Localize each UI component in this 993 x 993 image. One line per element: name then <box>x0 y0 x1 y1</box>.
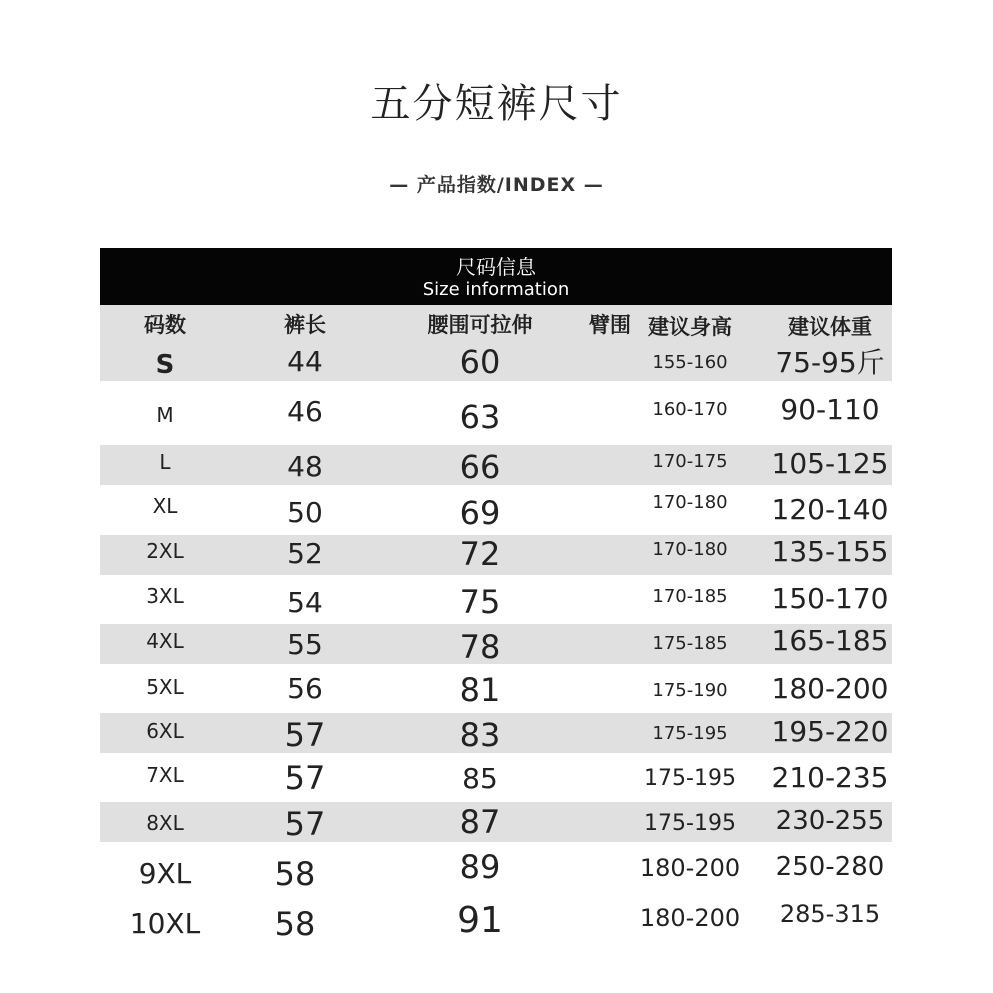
row-length: 52 <box>287 537 323 570</box>
row-size: XL <box>152 494 178 518</box>
row-length: 58 <box>274 855 316 893</box>
row-height: 175-185 <box>652 633 728 654</box>
row-weight: 150-170 <box>771 582 889 615</box>
row-waist: 89 <box>459 848 501 886</box>
row-waist: 69 <box>459 494 501 532</box>
row-waist: 72 <box>459 535 501 573</box>
row-height: 170-180 <box>652 539 728 560</box>
row-waist: 81 <box>459 671 501 709</box>
row-height: 180-200 <box>639 854 741 882</box>
row-length: 54 <box>287 586 323 619</box>
row-size: 5XL <box>146 675 184 699</box>
row-size: 7XL <box>146 763 184 787</box>
row-weight: 180-200 <box>771 672 889 705</box>
row-height: 170-185 <box>652 586 728 607</box>
row-size: L <box>159 450 171 474</box>
row-length: 57 <box>284 716 326 754</box>
row-height: 175-195 <box>644 811 736 836</box>
row-height: 160-170 <box>652 399 728 420</box>
row-weight: 165-185 <box>771 624 889 657</box>
row-weight: 230-255 <box>775 806 885 836</box>
row-waist: 63 <box>459 398 501 436</box>
row-height: 175-195 <box>644 766 736 791</box>
row-length: 50 <box>287 496 323 529</box>
row-waist: 78 <box>459 628 501 666</box>
row-size: 4XL <box>146 629 184 653</box>
row-length: 44 <box>287 345 323 378</box>
header-waist: 腰围可拉伸 <box>427 313 533 337</box>
row-length: 57 <box>284 759 326 797</box>
row-size: 3XL <box>146 584 184 608</box>
row-weight: 250-280 <box>775 852 885 882</box>
row-size: M <box>156 403 174 427</box>
row-weight: 75-95斤 <box>775 346 885 379</box>
size-info-banner <box>100 248 892 305</box>
row-waist: 75 <box>459 583 501 621</box>
row-height: 175-195 <box>652 723 728 744</box>
row-length: 57 <box>284 805 326 843</box>
row-length: 58 <box>274 905 316 943</box>
banner-title-en: Size information <box>422 279 570 300</box>
row-weight: 210-235 <box>771 761 889 794</box>
row-length: 56 <box>287 672 323 705</box>
row-length: 46 <box>287 395 323 428</box>
banner-title-cn: 尺码信息 <box>456 255 536 279</box>
header-height: 建议身高 <box>648 315 732 339</box>
row-weight: 90-110 <box>780 393 880 426</box>
row-height: 180-200 <box>639 904 741 932</box>
header-size: 码数 <box>144 313 186 337</box>
row-size: 10XL <box>129 907 201 940</box>
row-weight: 285-315 <box>779 900 881 928</box>
row-size: 9XL <box>138 857 192 890</box>
row-weight: 195-220 <box>771 715 889 748</box>
row-length: 48 <box>287 450 323 483</box>
row-height: 155-160 <box>652 352 728 373</box>
row-height: 170-180 <box>652 492 728 513</box>
row-height: 170-175 <box>652 451 728 472</box>
page-title: 五分短裤尺寸 <box>370 81 623 127</box>
row-weight: 120-140 <box>771 493 889 526</box>
row-height: 175-190 <box>652 680 728 701</box>
row-waist: 66 <box>459 448 501 486</box>
header-length: 裤长 <box>284 313 326 337</box>
row-size: 8XL <box>146 811 184 835</box>
row-waist: 91 <box>457 900 503 941</box>
row-size: 6XL <box>146 719 184 743</box>
row-size: 2XL <box>146 539 184 563</box>
row-waist: 87 <box>459 803 501 841</box>
row-waist: 85 <box>462 762 498 795</box>
row-size: S <box>155 350 175 380</box>
row-length: 55 <box>287 628 323 661</box>
header-arm: 臂围 <box>589 313 631 337</box>
page-subtitle: — 产品指数/INDEX — <box>389 174 604 196</box>
row-weight: 135-155 <box>771 535 889 568</box>
row-waist: 60 <box>459 343 501 381</box>
row-weight: 105-125 <box>771 447 889 480</box>
header-weight: 建议体重 <box>788 315 872 339</box>
row-waist: 83 <box>459 716 501 754</box>
